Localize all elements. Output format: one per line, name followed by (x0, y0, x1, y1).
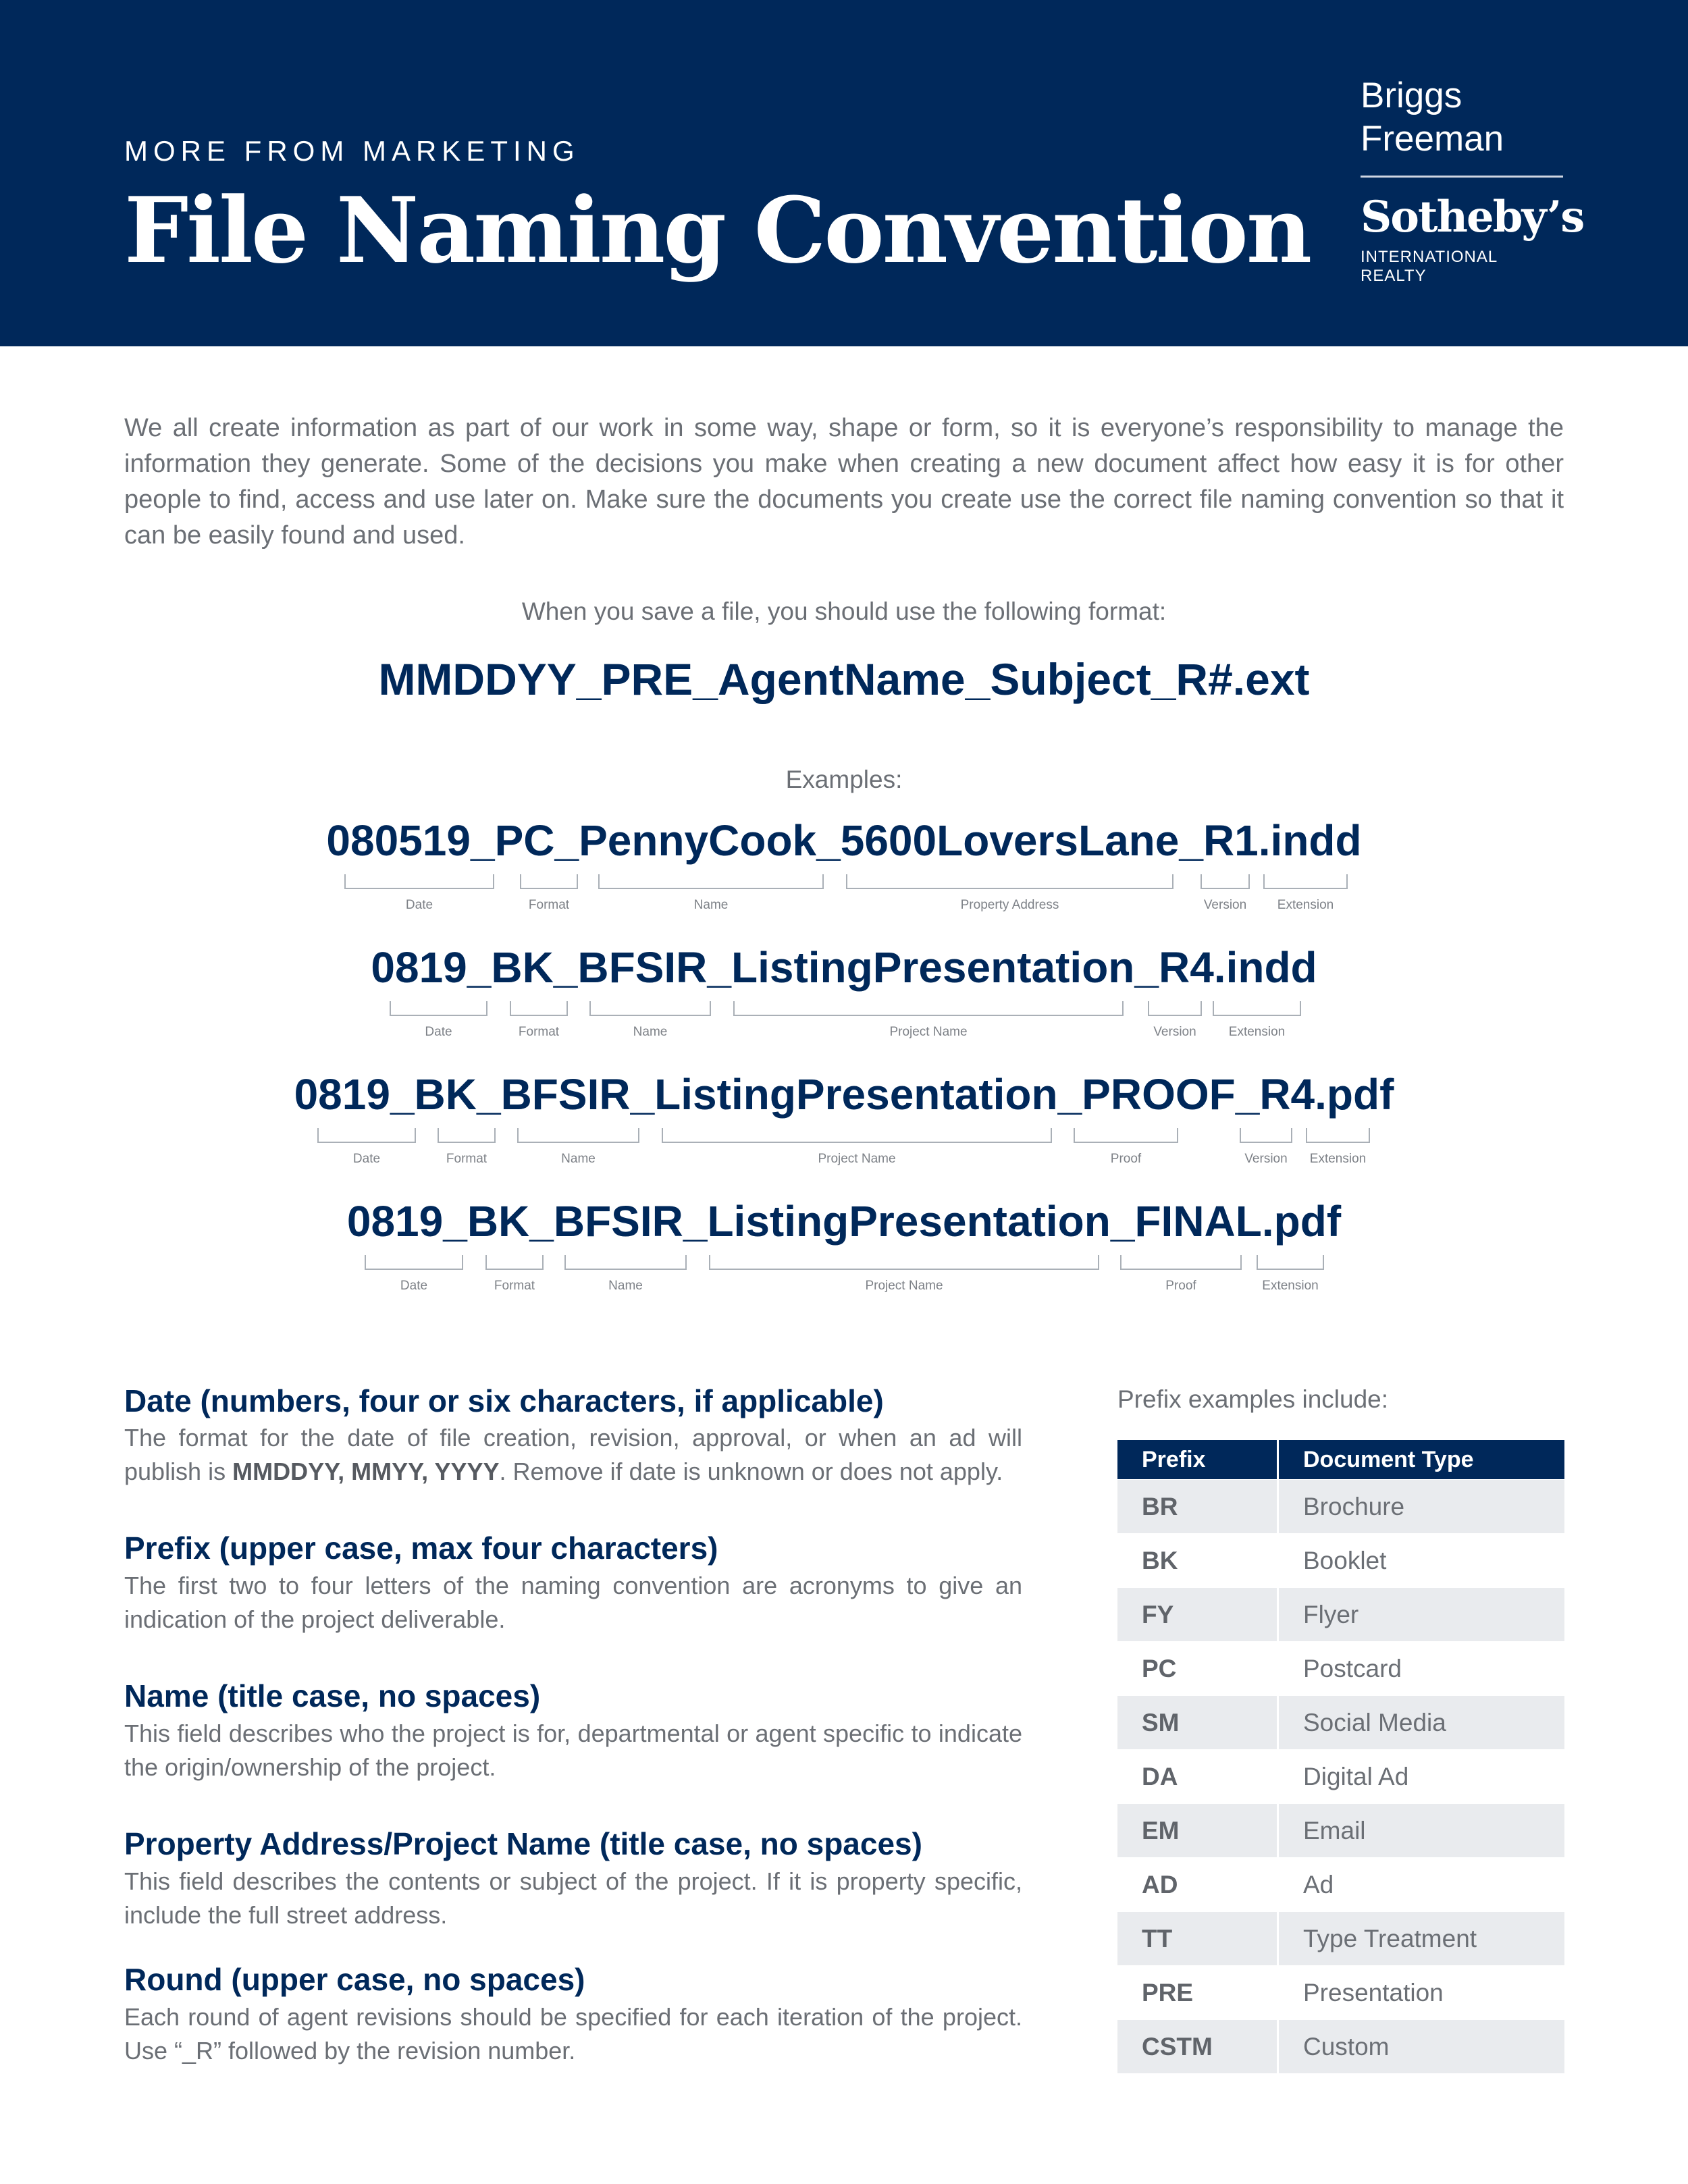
segment-bracket (1306, 1128, 1370, 1143)
brand-logo (1361, 74, 1584, 286)
page-title: File Naming Convention (124, 177, 1311, 284)
section-title-name: Name (title case, no spaces) (124, 1678, 541, 1713)
document-type: Presentation (1278, 1966, 1565, 2020)
table-row (1117, 1642, 1564, 1696)
prefix-code: SM (1117, 1696, 1278, 1750)
intro-paragraph: We all create information as part of our work in some way, shape or form, so it is everyone’s responsibility to manage the information they generate. Some of the decisions you make when creating a new document affect how easy it is for other people to find, access and use later on. Make sure the documents you create use the correct file naming convention so that it can be easily found and used. (124, 414, 1564, 550)
document-type: Digital Ad (1278, 1750, 1565, 1804)
table-row (1117, 1750, 1564, 1804)
table-row (1117, 1804, 1564, 1858)
prefix-examples-label: Prefix examples include: (1117, 1385, 1389, 1413)
segment-label: Proof (1110, 1152, 1142, 1166)
segment-label: Date (352, 1152, 381, 1166)
segment-bracket (510, 1001, 568, 1016)
document-type: Type Treatment (1278, 1912, 1565, 1966)
logo-line-briggs: Briggs (1361, 76, 1462, 115)
segment-label: Version (1203, 898, 1247, 912)
segment-bracket (317, 1128, 416, 1143)
section-title-round: Round (upper case, no spaces) (124, 1962, 585, 1997)
table-row (1117, 1696, 1564, 1750)
segment-label: Date (405, 898, 433, 912)
segment-bracket (438, 1128, 496, 1143)
segment-bracket (564, 1255, 687, 1270)
table-row (1117, 1534, 1564, 1588)
segment-bracket (485, 1255, 544, 1270)
segment-bracket (390, 1001, 487, 1016)
segment-bracket (365, 1255, 463, 1270)
prefix-code: DA (1117, 1750, 1278, 1804)
document-type: Flyer (1278, 1588, 1565, 1642)
segment-label: Format (518, 1025, 560, 1039)
prefix-code: EM (1117, 1804, 1278, 1858)
segment-bracket (344, 874, 494, 889)
segment-label: Format (446, 1152, 487, 1166)
table-row (1117, 1588, 1564, 1642)
format-pattern: MMDDYY_PRE_AgentName_Subject_R#.ext (378, 654, 1310, 704)
table-row (1117, 2020, 1564, 2074)
prefix-table (1117, 1440, 1564, 2073)
segment-bracket (662, 1128, 1052, 1143)
segment-label: Version (1244, 1152, 1288, 1166)
document-type: Postcard (1278, 1642, 1565, 1696)
segment-label: Extension (1309, 1152, 1367, 1166)
header-prefix: Prefix (1117, 1440, 1278, 1480)
segment-bracket (1201, 874, 1250, 889)
prefix-code: PC (1117, 1642, 1278, 1696)
prefix-table-header (1117, 1440, 1564, 1480)
segment-bracket (1074, 1128, 1178, 1143)
example-filename-1: 080519_PC_PennyCook_5600LoversLane_R1.indd (326, 816, 1362, 865)
prefix-code: BR (1117, 1480, 1278, 1534)
segment-bracket (520, 874, 578, 889)
table-row (1117, 1858, 1564, 1912)
document-type: Custom (1278, 2020, 1565, 2074)
segment-label: Name (608, 1279, 643, 1293)
segment-label: Project Name (865, 1279, 943, 1293)
logo-line-freeman: Freeman (1361, 119, 1504, 159)
document-type: Ad (1278, 1858, 1565, 1912)
section-body-round: Each round of agent revisions should be specified for each iteration of the project. Use “_R” followed by the revision number. (124, 2003, 1022, 2065)
example-filename-2: 0819_BK_BFSIR_ListingPresentation_R4.indd (371, 943, 1317, 992)
document-type: Social Media (1278, 1696, 1565, 1750)
segment-bracket (1240, 1128, 1292, 1143)
segment-label: Project Name (818, 1152, 896, 1166)
segment-bracket (1120, 1255, 1242, 1270)
header-document-type: Document Type (1278, 1440, 1565, 1480)
segment-bracket (1263, 874, 1348, 889)
section-body-name: This field describes who the project is for, departmental or agent specific to indicate the origin/ownership of the project. (124, 1720, 1022, 1781)
segment-label: Name (561, 1152, 596, 1166)
example-filename-4: 0819_BK_BFSIR_ListingPresentation_FINAL.pdf (346, 1197, 1342, 1246)
section-title-property: Property Address/Project Name (title case, no spaces) (124, 1826, 922, 1861)
segment-bracket (1213, 1001, 1301, 1016)
prefix-code: CSTM (1117, 2020, 1278, 2074)
segment-bracket (1148, 1001, 1202, 1016)
segment-bracket (517, 1128, 639, 1143)
prefix-code: BK (1117, 1534, 1278, 1588)
document-type: Brochure (1278, 1480, 1565, 1534)
section-body-date: The format for the date of file creation, revision, approval, or when an ad will publish is MMDDYY, MMYY, YYYY. Remove if date is unknown or does not apply. (124, 1424, 1022, 1485)
format-lead: When you save a file, you should use the following format: (521, 597, 1167, 625)
segment-label: Format (528, 898, 570, 912)
header-banner (0, 0, 1688, 346)
prefix-code: TT (1117, 1912, 1278, 1966)
segment-label: Extension (1277, 898, 1334, 912)
section-title-date: Date (numbers, four or six characters, if applicable) (124, 1383, 884, 1418)
table-row (1117, 1966, 1564, 2020)
prefix-code: FY (1117, 1588, 1278, 1642)
prefix-code: AD (1117, 1858, 1278, 1912)
section-body-property: This field describes the contents or subject of the project. If it is property specific, include the full street address. (124, 1867, 1022, 1929)
segment-label: Project Name (889, 1025, 968, 1039)
document-type: Booklet (1278, 1534, 1565, 1588)
segment-bracket (589, 1001, 711, 1016)
segment-label: Version (1153, 1025, 1196, 1039)
segment-label: Extension (1228, 1025, 1286, 1039)
segment-bracket (598, 874, 824, 889)
segment-label: Date (400, 1279, 428, 1293)
segment-label: Extension (1262, 1279, 1319, 1293)
example-filename-3: 0819_BK_BFSIR_ListingPresentation_PROOF_R4.pdf (294, 1070, 1394, 1119)
table-row (1117, 1480, 1564, 1534)
examples-label: Examples: (785, 766, 903, 793)
segment-label: Date (425, 1025, 452, 1039)
segment-label: Format (494, 1279, 535, 1293)
segment-label: Name (693, 898, 729, 912)
segment-bracket (733, 1001, 1124, 1016)
table-row (1117, 1912, 1564, 1966)
segment-label: Proof (1165, 1279, 1196, 1293)
section-title-prefix: Prefix (upper case, max four characters) (124, 1530, 718, 1566)
segment-bracket (846, 874, 1173, 889)
eyebrow-label: MORE FROM MARKETING (124, 135, 580, 167)
logo-subtitle: INTERNATIONAL REALTY (1361, 248, 1498, 285)
section-body-prefix: The first two to four letters of the naming convention are acronyms to give an indication of the project deliverable. (124, 1572, 1022, 1633)
date-formats: MMDDYY, MMYY, YYYY (232, 1458, 500, 1485)
segment-bracket (1257, 1255, 1324, 1270)
logo-brand-name: Sotheby’s (1361, 192, 1584, 242)
prefix-code: PRE (1117, 1966, 1278, 2020)
segment-bracket (709, 1255, 1099, 1270)
document-type: Email (1278, 1804, 1565, 1858)
segment-label: Name (633, 1025, 668, 1039)
segment-label: Property Address (960, 898, 1059, 912)
logo-divider (1361, 176, 1563, 178)
